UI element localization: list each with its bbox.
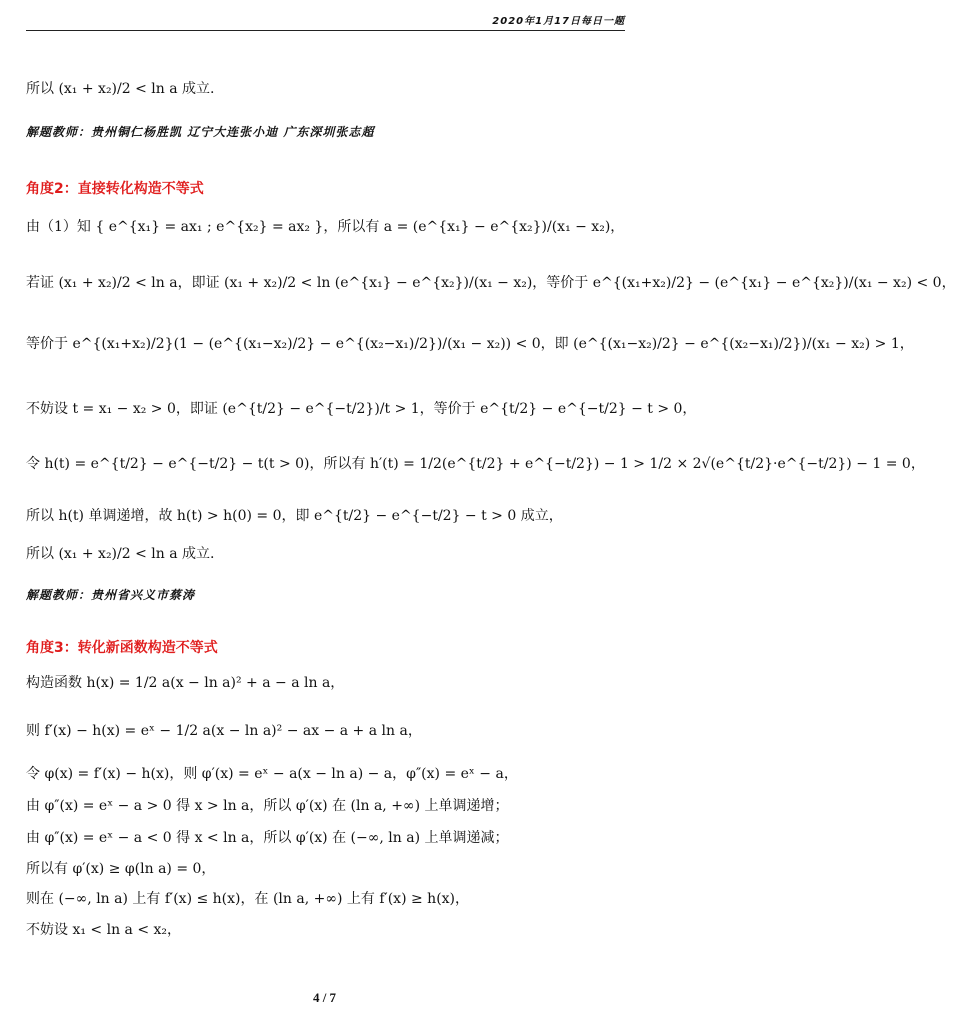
math-line: 由 φ″(x) = eˣ − a < 0 得 x < ln a，所以 φ′(x) 在 (−∞, ln a) 上单调递减； — [26, 830, 509, 846]
math-line: 所以 h(t) 单调递增，故 h(t) > h(0) = 0，即 e^{t/2} − e^{−t/2} − t > 0 成立， — [26, 508, 563, 524]
math-line: 则 f′(x) − h(x) = eˣ − 1/2 a(x − ln a)² − ax − a + a ln a， — [26, 723, 422, 739]
math-line: 所以 (x₁ + x₂)/2 < ln a 成立. — [26, 546, 215, 562]
solver-credit: 解题教师：贵州铜仁杨胜凯 辽宁大连张小迪 广东深圳张志超 — [26, 125, 375, 139]
math-line: 令 φ(x) = f′(x) − h(x)，则 φ′(x) = eˣ − a(x − ln a) − a，φ″(x) = eˣ − a， — [26, 766, 518, 782]
math-line: 等价于 e^{(x₁+x₂)/2}(1 − (e^{(x₁−x₂)/2} − e^{(x₂−x₁)/2})/(x₁ − x₂)) < 0，即 (e^{(x₁−x₂)/2} − e^{(x₂−x₁)/2})/(x₁ − x₂) > 1， — [26, 336, 914, 352]
math-line: 所以 (x₁ + x₂)/2 < ln a 成立. — [26, 81, 215, 97]
math-line: 由（1）知 { e^{x₁} = ax₁ ; e^{x₂} = ax₂ }，所以有 a = (e^{x₁} − e^{x₂})/(x₁ − x₂)， — [26, 219, 625, 235]
math-line: 令 h(t) = e^{t/2} − e^{−t/2} − t(t > 0)，所以有 h′(t) = 1/2(e^{t/2} + e^{−t/2}) − 1 > 1/2 × 2√(e^{t/2}·e^{−t/2}) − 1 = 0， — [26, 456, 925, 472]
section-heading: 角度3：转化新函数构造不等式 — [26, 640, 218, 656]
page-number: 4 / 7 — [312, 990, 337, 1005]
math-line: 不妨设 x₁ < ln a < x₂， — [26, 922, 182, 938]
math-line: 不妨设 t = x₁ − x₂ > 0，即证 (e^{t/2} − e^{−t/2})/t > 1，等价于 e^{t/2} − e^{−t/2} − t > 0， — [26, 401, 697, 417]
math-line: 构造函数 h(x) = 1/2 a(x − ln a)² + a − a ln a， — [26, 675, 345, 691]
section-heading: 角度2：直接转化构造不等式 — [26, 181, 204, 197]
page-header — [26, 0, 625, 31]
solver-credit: 解题教师：贵州省兴义市蔡涛 — [26, 588, 196, 602]
math-line: 则在 (−∞, ln a) 上有 f′(x) ≤ h(x)，在 (ln a, +∞) 上有 f′(x) ≥ h(x)， — [26, 891, 470, 907]
math-line: 所以有 φ′(x) ≥ φ(ln a) = 0， — [26, 861, 216, 877]
math-line: 若证 (x₁ + x₂)/2 < ln a，即证 (x₁ + x₂)/2 < ln (e^{x₁} − e^{x₂})/(x₁ − x₂)，等价于 e^{(x₁+x₂)/2} − (e^{x₁} − e^{x₂})/(x₁ − x₂) < 0， — [26, 275, 956, 291]
header-title: 2020年1月17日每日一题 — [492, 16, 625, 27]
math-line: 由 φ″(x) = eˣ − a > 0 得 x > ln a，所以 φ′(x) 在 (ln a, +∞) 上单调递增； — [26, 798, 509, 814]
